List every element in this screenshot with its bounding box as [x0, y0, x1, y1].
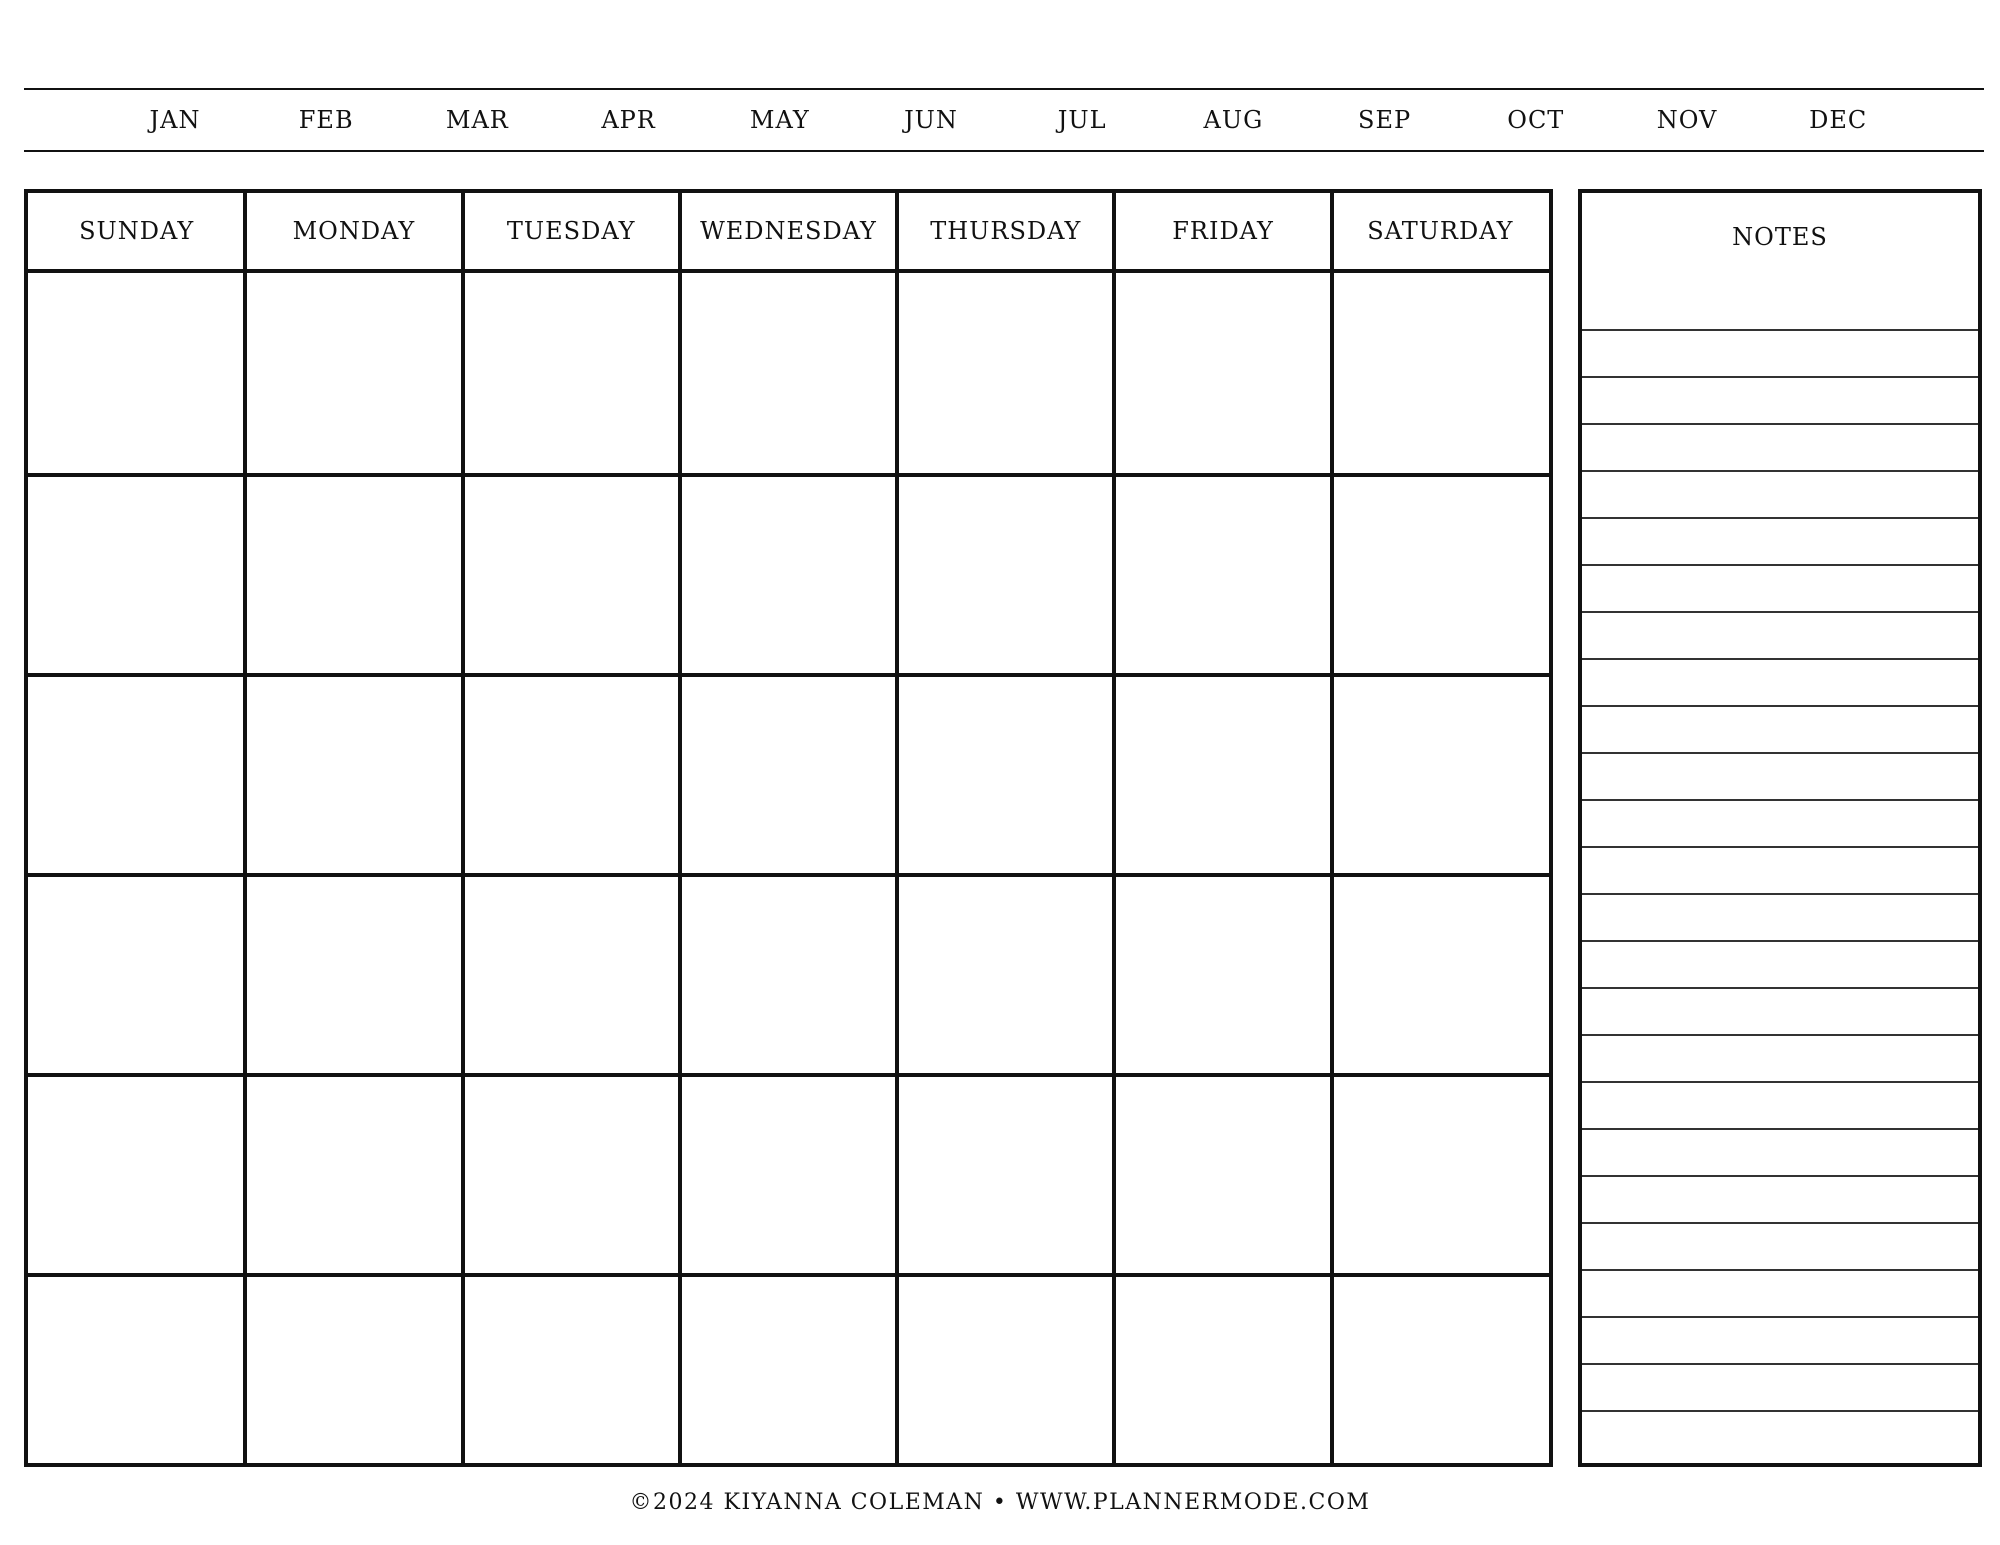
month-mar[interactable]: MAR	[445, 106, 509, 134]
weekday-header-sunday: SUNDAY	[79, 217, 195, 245]
weekday-header-tuesday: TUESDAY	[506, 217, 636, 245]
day-cell[interactable]	[465, 277, 678, 473]
month-nov[interactable]: NOV	[1656, 106, 1718, 134]
day-cell[interactable]	[465, 477, 678, 673]
note-line[interactable]	[1582, 423, 1978, 425]
day-cell[interactable]	[30, 477, 243, 673]
day-cell[interactable]	[1116, 677, 1329, 873]
note-line[interactable]	[1582, 893, 1978, 895]
month-oct[interactable]: OCT	[1507, 106, 1565, 134]
day-cell[interactable]	[465, 677, 678, 873]
weekday-header-saturday: SATURDAY	[1367, 217, 1514, 245]
day-cell[interactable]	[30, 1277, 243, 1473]
note-line[interactable]	[1582, 799, 1978, 801]
note-line[interactable]	[1582, 1410, 1978, 1412]
note-line[interactable]	[1582, 705, 1978, 707]
calendar-grid	[24, 189, 1553, 1467]
day-cell[interactable]	[682, 477, 895, 673]
month-jul[interactable]: JUL	[1057, 106, 1107, 134]
day-cell[interactable]	[247, 677, 460, 873]
day-cell[interactable]	[1334, 1277, 1547, 1473]
day-cell[interactable]	[247, 1277, 460, 1473]
notes-panel	[1578, 189, 1982, 1467]
day-cell[interactable]	[899, 877, 1112, 1073]
note-line[interactable]	[1582, 376, 1978, 378]
day-cell[interactable]	[30, 1077, 243, 1273]
day-cell[interactable]	[899, 1077, 1112, 1273]
month-aug[interactable]: AUG	[1203, 106, 1264, 134]
note-line[interactable]	[1582, 658, 1978, 660]
note-line[interactable]	[1582, 611, 1978, 613]
day-cell[interactable]	[899, 677, 1112, 873]
header-divider	[28, 269, 1549, 273]
day-cell[interactable]	[1116, 1077, 1329, 1273]
month-apr[interactable]: APR	[601, 106, 656, 134]
note-line[interactable]	[1582, 1316, 1978, 1318]
note-line[interactable]	[1582, 1175, 1978, 1177]
day-cell[interactable]	[899, 477, 1112, 673]
weekday-header-thursday: THURSDAY	[930, 217, 1082, 245]
day-cell[interactable]	[247, 1077, 460, 1273]
day-cell[interactable]	[682, 1277, 895, 1473]
day-cell[interactable]	[247, 277, 460, 473]
month-sep[interactable]: SEP	[1358, 106, 1412, 134]
note-line[interactable]	[1582, 329, 1978, 331]
day-cell[interactable]	[1116, 277, 1329, 473]
note-line[interactable]	[1582, 1363, 1978, 1365]
weekday-header-monday: MONDAY	[292, 217, 416, 245]
day-cell[interactable]	[899, 277, 1112, 473]
note-line[interactable]	[1582, 1034, 1978, 1036]
note-line[interactable]	[1582, 1222, 1978, 1224]
day-cell[interactable]	[247, 477, 460, 673]
day-cell[interactable]	[465, 1277, 678, 1473]
note-line[interactable]	[1582, 752, 1978, 754]
day-cell[interactable]	[30, 277, 243, 473]
month-feb[interactable]: FEB	[298, 106, 354, 134]
note-line[interactable]	[1582, 1269, 1978, 1271]
month-dec[interactable]: DEC	[1809, 106, 1868, 134]
day-cell[interactable]	[1116, 1277, 1329, 1473]
day-cell[interactable]	[1116, 877, 1329, 1073]
weekday-header-wednesday: WEDNESDAY	[700, 217, 877, 245]
day-cell[interactable]	[682, 677, 895, 873]
note-line[interactable]	[1582, 1128, 1978, 1130]
day-cell[interactable]	[1334, 1077, 1547, 1273]
note-line[interactable]	[1582, 564, 1978, 566]
month-jan[interactable]: JAN	[149, 106, 201, 134]
footer-copyright: ©2024 KIYANNA COLEMAN • WWW.PLANNERMODE.COM	[629, 1490, 1371, 1515]
day-cell[interactable]	[682, 877, 895, 1073]
note-line[interactable]	[1582, 940, 1978, 942]
note-line[interactable]	[1582, 1081, 1978, 1083]
notes-title: NOTES	[1732, 223, 1828, 251]
note-line[interactable]	[1582, 517, 1978, 519]
day-cell[interactable]	[247, 877, 460, 1073]
day-cell[interactable]	[1334, 677, 1547, 873]
day-cell[interactable]	[1334, 477, 1547, 673]
note-line[interactable]	[1582, 846, 1978, 848]
day-cell[interactable]	[30, 877, 243, 1073]
day-cell[interactable]	[1334, 277, 1547, 473]
day-cell[interactable]	[682, 1077, 895, 1273]
day-cell[interactable]	[899, 1277, 1112, 1473]
day-cell[interactable]	[1334, 877, 1547, 1073]
month-jun[interactable]: JUN	[904, 106, 958, 134]
month-may[interactable]: MAY	[749, 106, 810, 134]
note-line[interactable]	[1582, 470, 1978, 472]
day-cell[interactable]	[682, 277, 895, 473]
month-selector-strip	[24, 88, 1984, 152]
day-cell[interactable]	[465, 1077, 678, 1273]
note-line[interactable]	[1582, 987, 1978, 989]
day-cell[interactable]	[1116, 477, 1329, 673]
weekday-header-friday: FRIDAY	[1172, 217, 1274, 245]
day-cell[interactable]	[30, 677, 243, 873]
day-cell[interactable]	[465, 877, 678, 1073]
